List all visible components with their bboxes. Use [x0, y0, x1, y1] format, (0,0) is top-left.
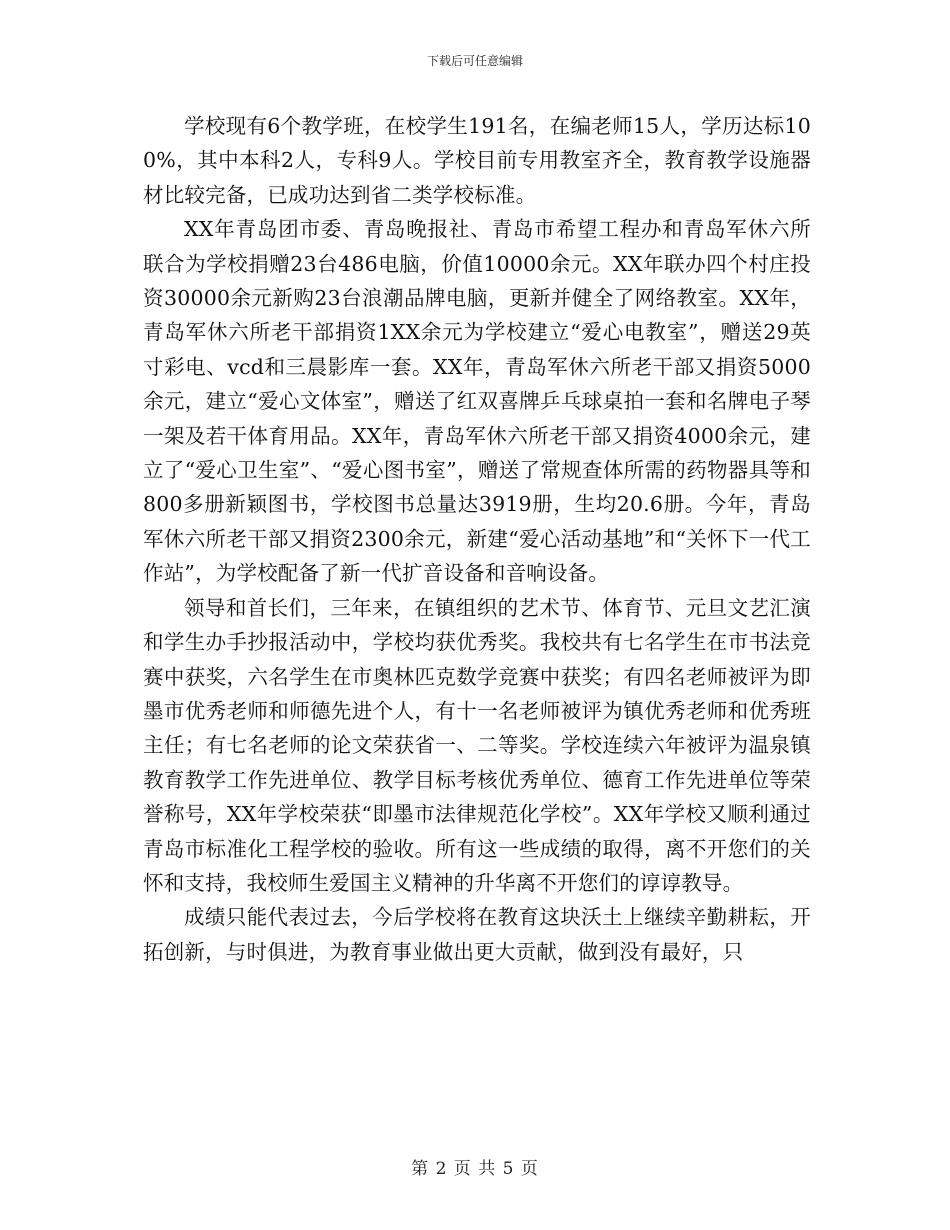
paragraph-donations: XX年青岛团市委、青岛晚报社、青岛市希望工程办和青岛军休六所联合为学校捐赠23台486电脑，价值10000余元。XX年联办四个村庄投资30000余元新购23台浪潮品牌电脑，更新并健全了网络教室。XX年，青岛军休六所老干部捐资1XX余元为学校建立“爱心电教室”，赠送29英寸彩电、vcd和三晨影库一套。XX年，青岛军休六所老干部又捐资5000余元，建立“爱心文体室”，赠送了红双喜牌乒乓球桌拍一套和名牌电子琴一架及若干体育用品。XX年，青岛军休六所老干部又捐资4000余元，建立了“爱心卫生室”、“爱心图书室”，赠送了常规查体所需的药物器具等和800多册新颖图书，学校图书总量达3919册，生均20.6册。今年，青岛军休六所老干部又捐资2300余元，新建“爱心活动基地”和“关怀下一代工作站”，为学校配备了新一代扩音设备和音响设备。 — [143, 217, 811, 586]
page-header: 下载后可任意编辑 — [426, 54, 523, 68]
paragraph-future: 成绩只能代表过去，今后学校将在教育这块沃土上继续辛勤耕耘，开拓创新，与时俱进，为教育事业做出更大贡献，做到没有最好，只 — [143, 905, 811, 964]
paragraph-school-overview: 学校现有6个教学班，在校学生191名，在编老师15人，学历达标100%，其中本科2人，专科9人。学校目前专用教室齐全，教育教学设施器材比较完备，已成功达到省二类学校标准。 — [143, 114, 811, 207]
document-body — [143, 109, 811, 969]
page-footer: 第 2 页 共 5 页 — [411, 1159, 539, 1179]
paragraph-achievements: 领导和首长们，三年来，在镇组织的艺术节、体育节、元旦文艺汇演和学生办手抄报活动中，学校均获优秀奖。我校共有七名学生在市书法竞赛中获奖，六名学生在市奥林匹克数学竞赛中获奖；有四名老师被评为即墨市优秀老师和师德先进个人，有十一名老师被评为镇优秀老师和优秀班主任；有七名老师的论文荣获省一、二等奖。学校连续六年被评为温泉镇教育教学工作先进单位、教学目标考核优秀单位、德育工作先进单位等荣誉称号，XX年学校荣获“即墨市法律规范化学校”。XX年学校又顺利通过青岛市标准化工程学校的验收。所有这一些成绩的取得，离不开您们的关怀和支持，我校师生爱国主义精神的升华离不开您们的谆谆教导。 — [143, 595, 811, 895]
